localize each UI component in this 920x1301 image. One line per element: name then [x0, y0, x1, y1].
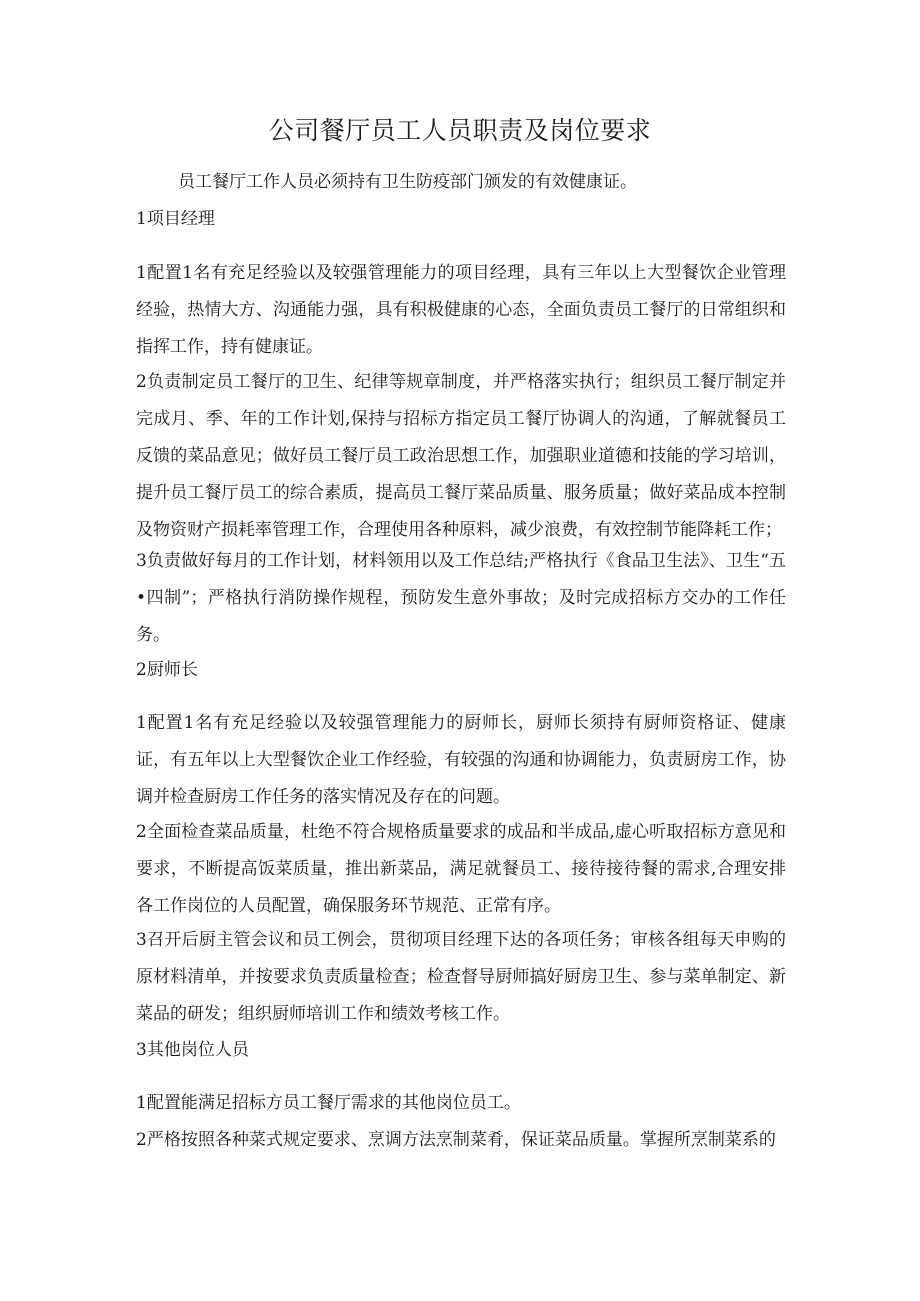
document-title: 公司餐厅员工人员职责及岗位要求 — [268, 116, 652, 145]
paragraph: 3召开后厨主管会议和员工例会，贯彻项目经理下达的各项任务；审核各组每天申购的原材料清单，并按要求负责质量检查；检查督导厨师搞好厨房卫生、参与菜单制定、新菜品的研发；组织厨师培训工作和绩效考核工作。 — [136, 930, 786, 1024]
paragraph: 1配置1名有充足经验以及较强管理能力的厨师长，厨师长须持有厨师资格证、健康证，有五年以上大型餐饮企业工作经验，有较强的沟通和协调能力，负责厨房工作，协调并检查厨房工作任务的落实情况及存在的问题。 — [136, 713, 786, 807]
intro-paragraph: 员工餐厅工作人员必须持有卫生防疫部门颁发的有效健康证。 — [178, 172, 637, 192]
paragraph: 1配置1名有充足经验以及较强管理能力的项目经理，具有三年以上大型餐饮企业管理经验，热情大方、沟通能力强，具有积极健康的心态，全面负责员工餐厅的日常组织和指挥工作，持有健康证。 — [136, 263, 786, 357]
paragraph: 1配置能满足招标方员工餐厅需求的其他岗位员工。 — [136, 1093, 521, 1113]
section-heading-other-staff: 3其他岗位人员 — [136, 1040, 249, 1060]
section-heading-head-chef: 2厨师长 — [136, 660, 198, 680]
paragraph: 2严格按照各种菜式规定要求、烹调方法烹制菜肴，保证菜品质量。掌握所烹制菜系的 — [136, 1130, 776, 1150]
section-heading-project-manager: 1项目经理 — [136, 209, 215, 229]
paragraph: 2负责制定员工餐厅的卫生、纪律等规章制度，并严格落实执行；组织员工餐厅制定并完成月、季、年的工作计划,保持与招标方指定员工餐厅协调人的沟通，了解就餐员工反馈的菜品意见；做好员工餐厅员工政治思想工作，加强职业道德和技能的学习培训，提升员工餐厅员工的综合素质，提高员工餐厅菜品质量、服务质量；做好菜品成本控制及物资财产损耗率管理工作，合理使用各种原料，减少浪费，有效控制节能降耗工作； — [136, 372, 786, 540]
paragraph: 2全面检查菜品质量，杜绝不符合规格质量要求的成品和半成品,虚心听取招标方意见和要求，不断提高饭菜质量，推出新菜品，满足就餐员工、接待接待餐的需求,合理安排各工作岗位的人员配置，确保服务环节规范、正常有序。 — [136, 822, 786, 916]
paragraph: 3负责做好每月的工作计划，材料领用以及工作总结;严格执行《食品卫生法》、卫生“五•四制”；严格执行消防操作规程，预防发生意外事故；及时完成招标方交办的工作任务。 — [136, 551, 786, 645]
